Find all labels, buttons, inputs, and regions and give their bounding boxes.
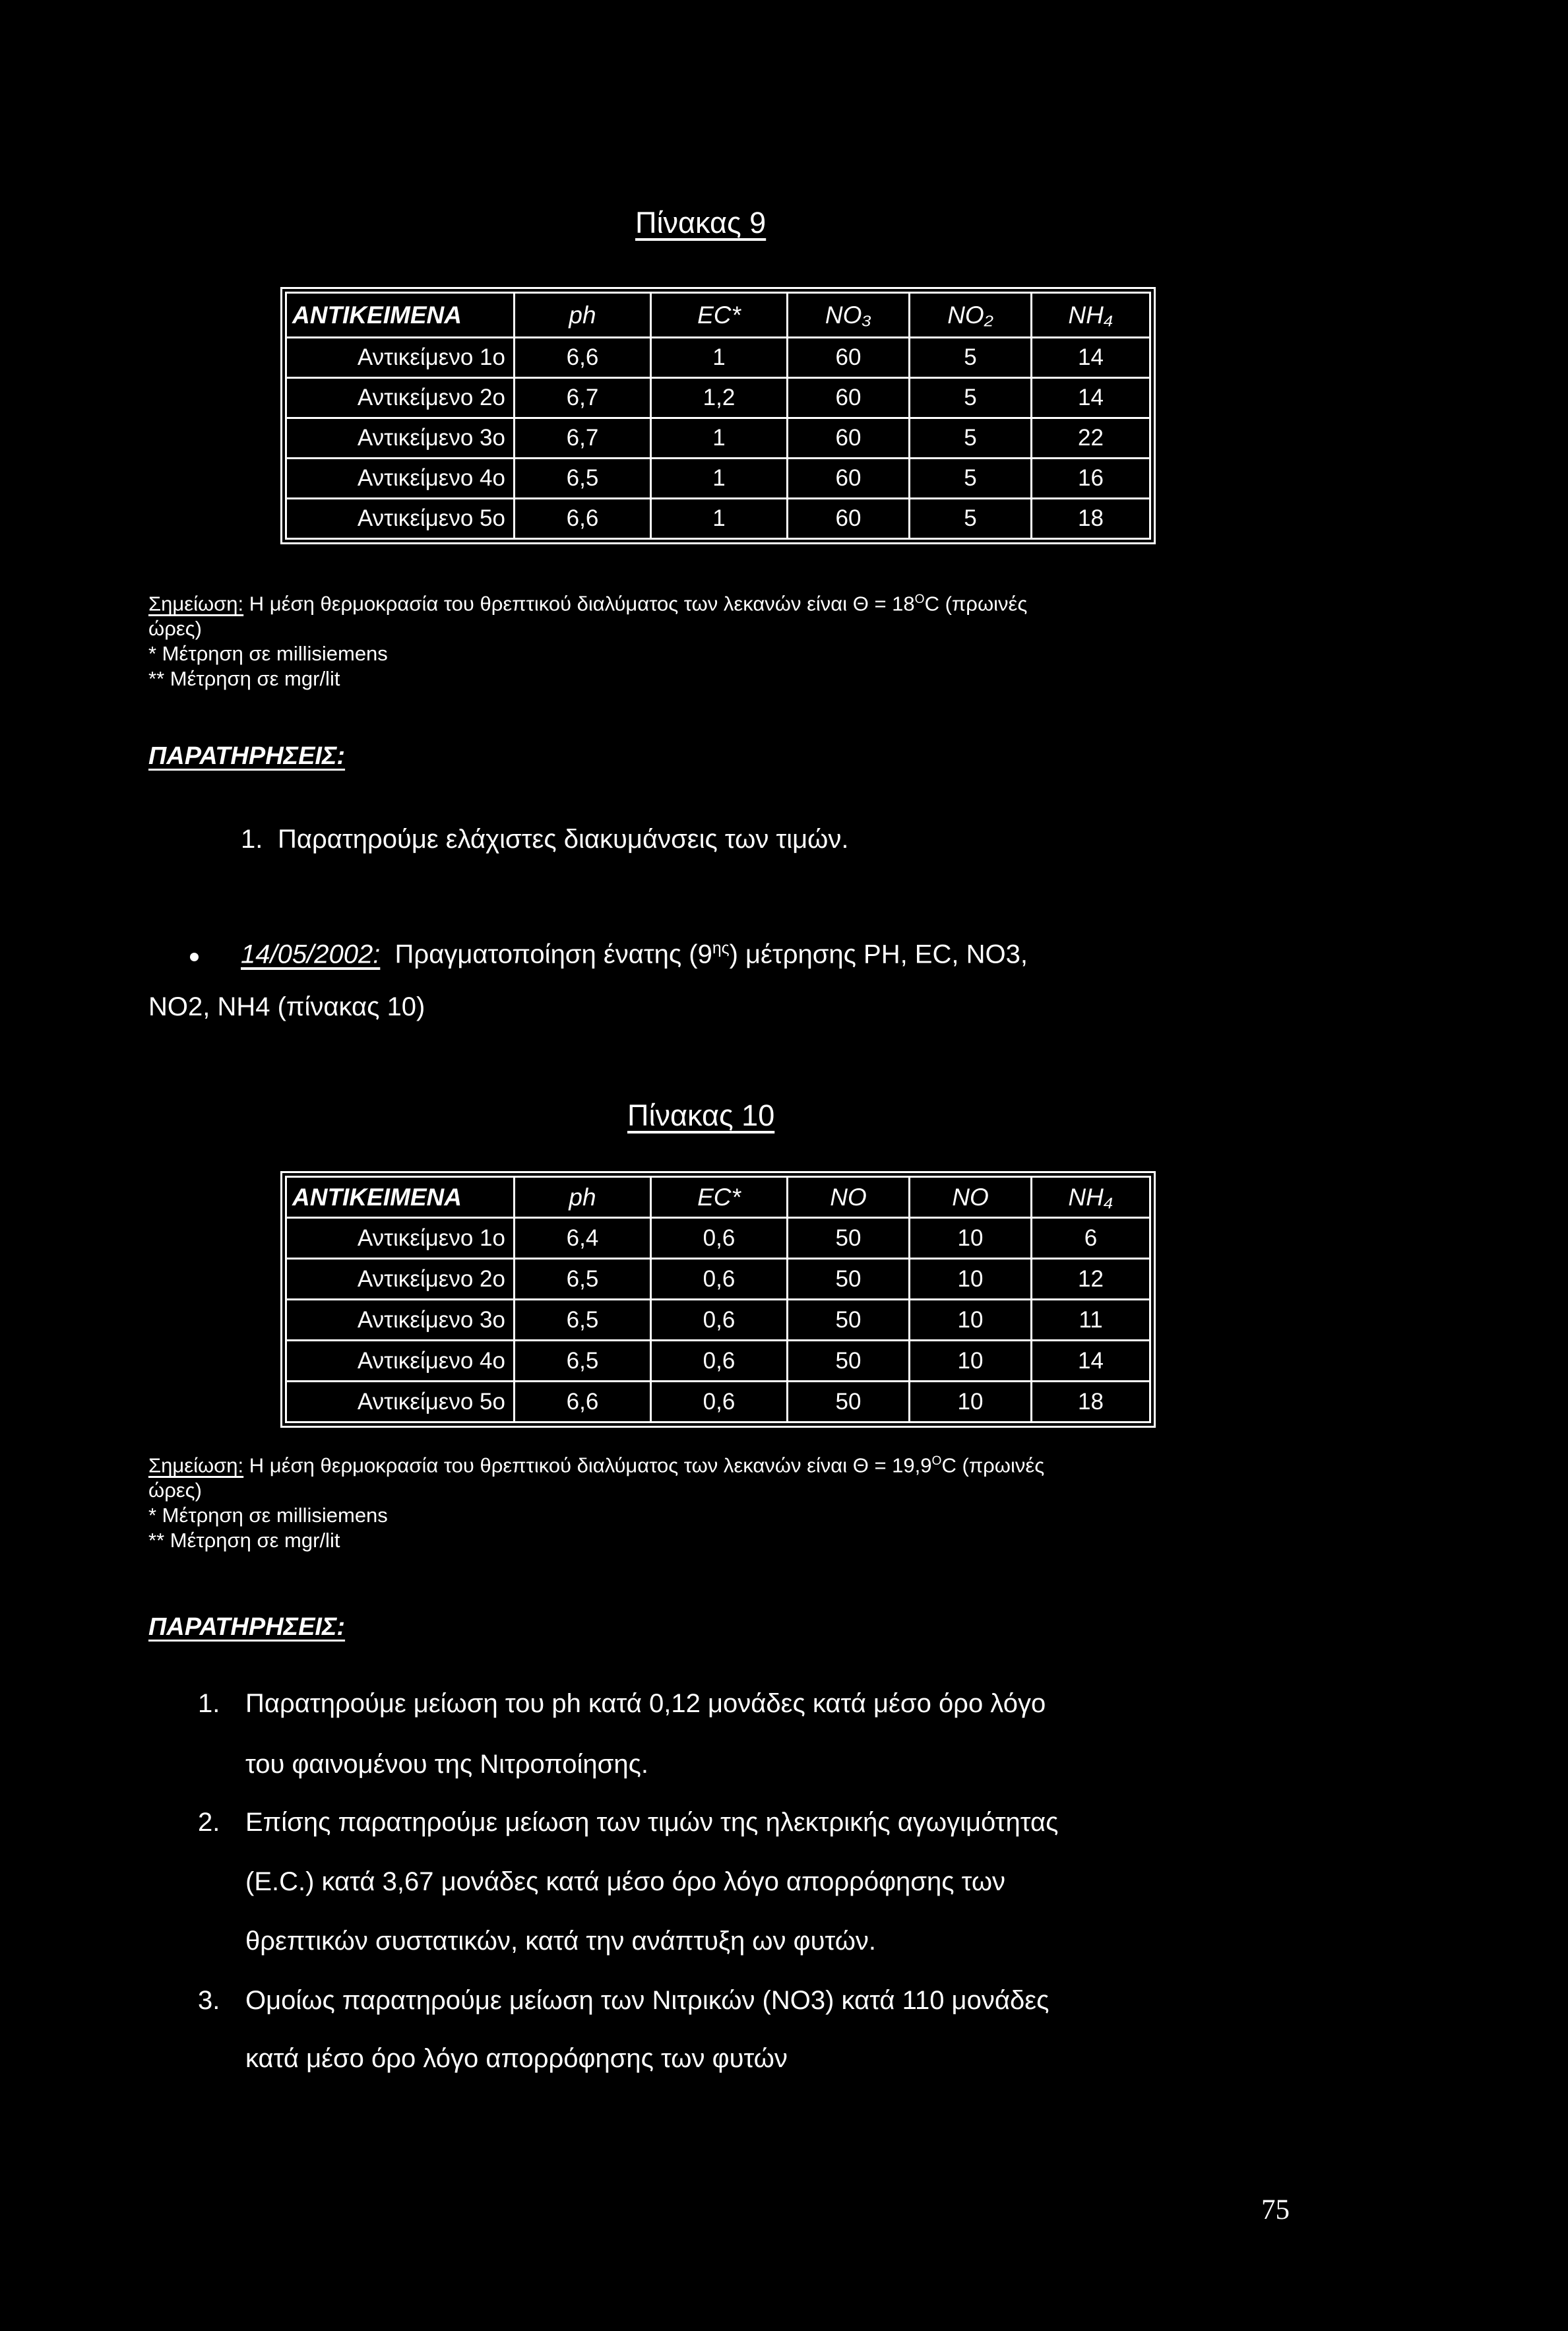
ec-cell: 1	[651, 499, 788, 539]
observation-text: Παρατηρούμε ελάχιστες διακυμάνσεις των τιμών.	[278, 825, 849, 854]
observation-continuation: του φαινομένου της Νιτροποίησης.	[245, 1750, 648, 1779]
ph-cell: 6,5	[515, 1259, 651, 1300]
bullet-sup: ης	[712, 940, 730, 957]
observation-text: Επίσης παρατηρούμε μείωση των τιμών της ηλεκτρικής αγωγιμότητας	[245, 1808, 1059, 1837]
no3-cell: 60	[788, 338, 910, 378]
no2-cell: 10	[910, 1300, 1032, 1341]
note-text: Η μέση θερμοκρασία του θρεπτικού διαλύματος των λεκανών είναι Θ = 18	[249, 592, 915, 616]
no2-cell: 5	[910, 338, 1032, 378]
table-10-header-ph: ph	[515, 1177, 651, 1218]
ph-cell: 6,7	[515, 418, 651, 459]
table-row	[286, 1341, 1150, 1382]
object-name: Αντικείμενο 2ο	[286, 378, 515, 418]
note-temperature-line	[148, 1449, 1044, 1478]
ph-cell: 6,5	[515, 1300, 651, 1341]
table-9	[285, 292, 1151, 540]
table-row	[286, 1300, 1150, 1341]
object-name: Αντικείμενο 1ο	[286, 1218, 515, 1259]
no2-cell: 5	[910, 499, 1032, 539]
page-number: 75	[1261, 2194, 1290, 2225]
table-row	[286, 499, 1150, 539]
note-temperature-line	[148, 587, 1027, 616]
ph-cell: 6,6	[515, 338, 651, 378]
observation-item	[241, 825, 849, 854]
bullet-measurement-line	[241, 940, 1028, 969]
observation-number: 3.	[198, 1986, 220, 2015]
table-10-header-nh4: NH₄	[1032, 1177, 1150, 1218]
ec-cell: 0,6	[651, 1259, 788, 1300]
observation-continuation: (E.C.) κατά 3,67 μονάδες κατά μέσο όρο λόγο απορρόφησης των	[245, 1867, 1006, 1896]
no3-cell: 50	[788, 1341, 910, 1382]
table-9-header-no2: NO₂	[910, 293, 1032, 338]
object-name: Αντικείμενο 3ο	[286, 418, 515, 459]
note-ec-unit: * Μέτρηση σε millisiemens	[148, 1504, 388, 1527]
no2-cell: 10	[910, 1218, 1032, 1259]
ec-cell: 1	[651, 418, 788, 459]
table-row	[286, 338, 1150, 378]
observation-text: Παρατηρούμε μείωση του ph κατά 0,12 μονάδες κατά μέσο όρο λόγο	[245, 1689, 1046, 1718]
nh4-cell: 14	[1032, 378, 1150, 418]
object-name: Αντικείμενο 2ο	[286, 1259, 515, 1300]
note-label: Σημείωση:	[148, 1453, 244, 1477]
ph-cell: 6,5	[515, 459, 651, 499]
no2-cell: 5	[910, 459, 1032, 499]
no3-cell: 60	[788, 459, 910, 499]
table-9-note	[148, 587, 1027, 691]
ec-cell: 1,2	[651, 378, 788, 418]
note-degree: O	[914, 592, 925, 606]
object-name: Αντικείμενο 1ο	[286, 338, 515, 378]
nh4-cell: 6	[1032, 1218, 1150, 1259]
observation-number: 2.	[198, 1808, 220, 1837]
note-text-end: C (πρωινές	[941, 1453, 1045, 1477]
note-ec-unit: * Μέτρηση σε millisiemens	[148, 642, 388, 666]
table-10-caption: Πίνακας 10	[627, 1099, 775, 1132]
no2-cell: 10	[910, 1382, 1032, 1422]
table-10-header-objects: ΑΝΤΙΚΕΙΜΕΝΑ	[286, 1177, 515, 1218]
no2-cell: 10	[910, 1341, 1032, 1382]
object-name: Αντικείμενο 5ο	[286, 499, 515, 539]
nh4-cell: 12	[1032, 1259, 1150, 1300]
table-row	[286, 418, 1150, 459]
note-wrap-line: ώρες)	[148, 1479, 202, 1502]
observations-heading-10: ΠΑΡΑΤΗΡΗΣΕΙΣ:	[148, 1613, 346, 1641]
observation-continuation: θρεπτικών συστατικών, κατά την ανάπτυξη ων φυτών.	[245, 1927, 877, 1956]
bullet-date: 14/05/2002:	[241, 940, 381, 969]
no3-cell: 50	[788, 1218, 910, 1259]
ec-cell: 1	[651, 338, 788, 378]
table-10	[285, 1176, 1151, 1423]
nh4-cell: 22	[1032, 418, 1150, 459]
bullet-text-b: ) μέτρησης PH, EC, NO3,	[729, 940, 1028, 969]
note-degree: O	[931, 1454, 942, 1468]
observation-item	[198, 1808, 1058, 1837]
table-10-header-ec: EC*	[651, 1177, 788, 1218]
ec-cell: 0,6	[651, 1218, 788, 1259]
no3-cell: 50	[788, 1300, 910, 1341]
table-9-header-no3: NO₃	[788, 293, 910, 338]
no3-cell: 50	[788, 1382, 910, 1422]
observation-number: 1.	[198, 1689, 220, 1718]
note-text-end: C (πρωινές	[924, 592, 1028, 616]
table-10-header-no3: NO	[788, 1177, 910, 1218]
object-name: Αντικείμενο 3ο	[286, 1300, 515, 1341]
no3-cell: 60	[788, 499, 910, 539]
note-mgr-unit: ** Μέτρηση σε mgr/lit	[148, 1529, 340, 1552]
ph-cell: 6,4	[515, 1218, 651, 1259]
ec-cell: 0,6	[651, 1341, 788, 1382]
no2-cell: 10	[910, 1259, 1032, 1300]
bullet-text-a: Πραγματοποίηση ένατης (9	[394, 940, 712, 969]
table-row	[286, 459, 1150, 499]
table-9-header-ec: EC*	[651, 293, 788, 338]
table-row	[286, 1382, 1150, 1422]
table-9-header-nh4: NH₄	[1032, 293, 1150, 338]
no3-cell: 60	[788, 418, 910, 459]
table-row	[286, 378, 1150, 418]
observation-continuation: κατά μέσο όρο λόγο απορρόφησης των φυτών	[245, 2044, 788, 2073]
no2-cell: 5	[910, 378, 1032, 418]
no2-cell: 5	[910, 418, 1032, 459]
observations-heading-9: ΠΑΡΑΤΗΡΗΣΕΙΣ:	[148, 742, 346, 770]
object-name: Αντικείμενο 5ο	[286, 1382, 515, 1422]
ec-cell: 1	[651, 459, 788, 499]
ph-cell: 6,5	[515, 1341, 651, 1382]
table-10-header-no2: NO	[910, 1177, 1032, 1218]
note-mgr-unit: ** Μέτρηση σε mgr/lit	[148, 667, 340, 691]
note-label: Σημείωση:	[148, 592, 244, 616]
table-10-note	[148, 1449, 1044, 1553]
table-row	[286, 1259, 1150, 1300]
nh4-cell: 18	[1032, 499, 1150, 539]
observation-text: Ομοίως παρατηρούμε μείωση των Νιτρικών (NO3) κατά 110 μονάδες	[245, 1986, 1050, 2015]
table-9-header-objects: ΑΝΤΙΚΕΙΜΕΝΑ	[286, 293, 515, 338]
nh4-cell: 11	[1032, 1300, 1150, 1341]
table-10-header-row	[286, 1177, 1150, 1218]
bullet-icon	[190, 953, 199, 961]
ph-cell: 6,6	[515, 499, 651, 539]
ec-cell: 0,6	[651, 1382, 788, 1422]
observation-item	[198, 1986, 1049, 2016]
table-9-caption: Πίνακας 9	[635, 206, 767, 239]
note-wrap-line: ώρες)	[148, 617, 202, 641]
nh4-cell: 14	[1032, 1341, 1150, 1382]
observation-number: 1.	[241, 825, 263, 854]
observation-item	[198, 1689, 1046, 1719]
no3-cell: 50	[788, 1259, 910, 1300]
no3-cell: 60	[788, 378, 910, 418]
ec-cell: 0,6	[651, 1300, 788, 1341]
object-name: Αντικείμενο 4ο	[286, 1341, 515, 1382]
table-9-header-ph: ph	[515, 293, 651, 338]
nh4-cell: 18	[1032, 1382, 1150, 1422]
nh4-cell: 16	[1032, 459, 1150, 499]
table-row	[286, 1218, 1150, 1259]
nh4-cell: 14	[1032, 338, 1150, 378]
ph-cell: 6,7	[515, 378, 651, 418]
ph-cell: 6,6	[515, 1382, 651, 1422]
bullet-line-2: NO2, NH4 (πίνακας 10)	[148, 992, 425, 1021]
object-name: Αντικείμενο 4ο	[286, 459, 515, 499]
note-text: Η μέση θερμοκρασία του θρεπτικού διαλύματος των λεκανών είναι Θ = 19,9	[249, 1453, 932, 1477]
table-9-header-row	[286, 293, 1150, 338]
